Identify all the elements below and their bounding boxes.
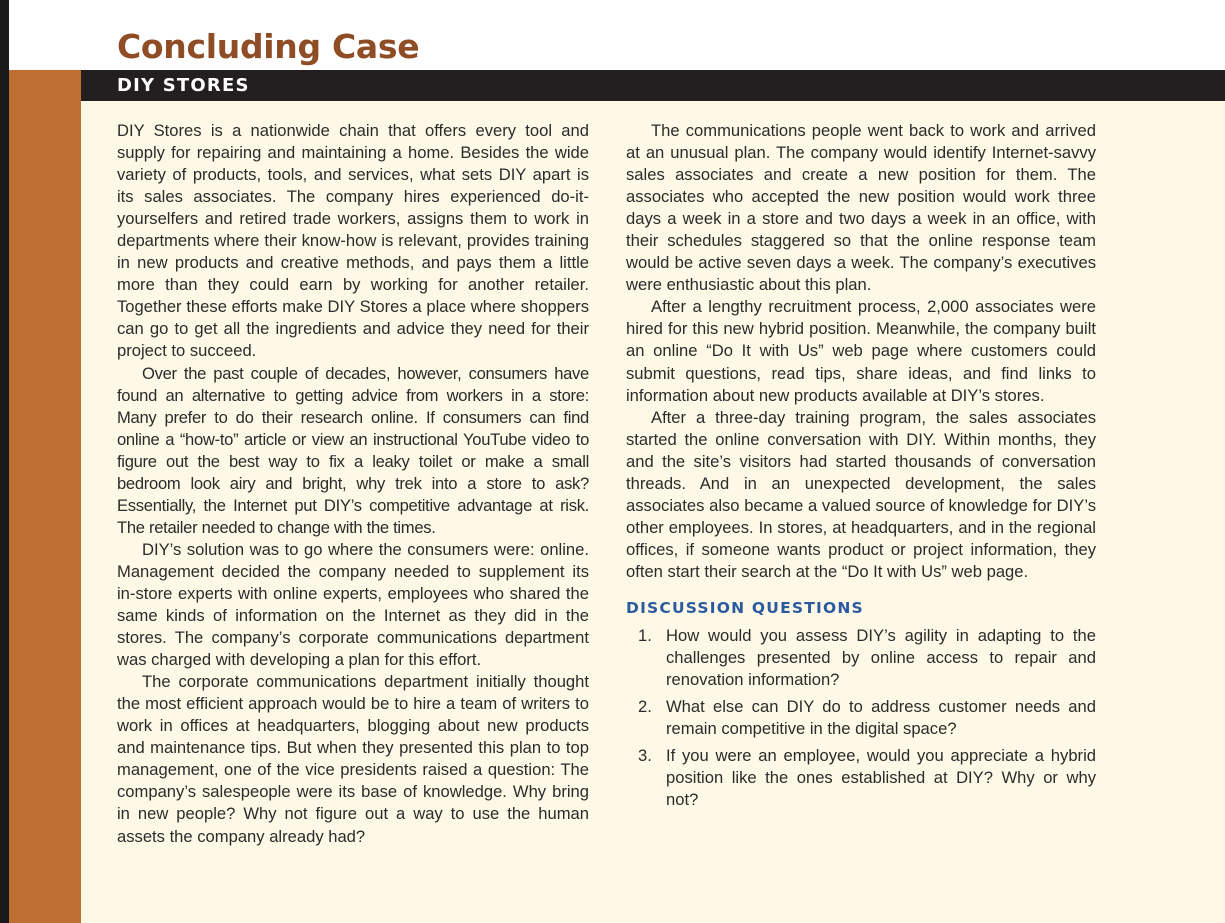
case-name: DIY STORES (117, 75, 250, 96)
question-item (626, 696, 1096, 740)
question-number: 2. (638, 697, 652, 717)
paragraph: Over the past couple of decades, however, consumers have found an alternative to getting advice from workers in a store: Many prefer to do their research online. If consumers can find online a “how-to” article or view an instructional YouTube video to figure out the best way to fix a leaky toilet or make a small bedroom look airy and bright, why trek into a store to ask? Essentially, the Internet put DIY’s competitive advantage at risk. The retailer needed to change with the times. (117, 363, 589, 537)
question-text (666, 625, 1096, 691)
paragraph: DIY’s solution was to go where the consumers were: online. Management decided the company needed to supplement its in-store experts with online experts, employees who shared the same kinds of information on the Internet as they did in the stores. The company’s corporate communications department was charged with developing a plan for this effort. (117, 539, 589, 670)
right-column (626, 120, 1096, 816)
question-item (626, 625, 1096, 691)
paragraph: After a three-day training program, the sales associates started the online conversation with DIY. Within months, they and the site’s visitors had started thousands of conversation threads. And in an unexpected development, the sales associates also became a valued source of knowledge for DIY’s other employees. In stores, at headquarters, and in the regional offices, if someone wants product or project information, they often start their search at the “Do It with Us” web page. (626, 407, 1096, 581)
question-text-content: If you were an employee, would you appreciate a hybrid position like the ones established at DIY? Why or why not? (666, 746, 1096, 810)
question-number: 3. (638, 746, 652, 766)
paragraph: After a lengthy recruitment process, 2,000 associates were hired for this new hybrid position. Meanwhile, the company built an online “Do It with Us” web page where customers could submit questions, read tips, share ideas, and find links to information about new products available at DIY’s stores. (626, 297, 1096, 405)
paragraph: The communications people went back to work and arrived at an unusual plan. The company would identify Internet-savvy sales associates and create a new position for them. The associates who accepted the new position would work three days a week in a store and two days a week in an office, with their schedules staggered so that the online response team would be active seven days a week. The company’s executives were enthusiastic about this plan. (626, 121, 1096, 295)
question-text-content: What else can DIY do to address customer needs and remain competitive in the digital space? (666, 697, 1096, 739)
question-number: 1. (638, 626, 652, 646)
question-text-content: How would you assess DIY’s agility in adapting to the challenges presented by online access to repair and renovation information? (666, 626, 1096, 690)
question-text (666, 745, 1096, 811)
side-accent-strip (9, 101, 81, 923)
question-item (626, 745, 1096, 811)
paragraph: DIY Stores is a nationwide chain that offers every tool and supply for repairing and maintaining a home. Besides the wide variety of products, tools, and services, what sets DIY apart is its sales associates. The company hires experienced do-it-yourselfers and retired trade workers, assigns them to work in departments where their know-how is relevant, provides training in new products and creative methods, and pays them a little more than they could earn by working for another retailer. Together these efforts make DIY Stores a place where shoppers can go to get all the ingredients and advice they need for their project to succeed. (117, 121, 589, 361)
question-text (666, 696, 1096, 740)
left-column (117, 120, 589, 848)
bar-accent-block (9, 70, 81, 101)
case-title-bar (9, 70, 1225, 101)
paragraph: The corporate communications department initially thought the most efficient approach would be to hire a team of writers to work in offices at headquarters, blogging about new products and maintenance tips. But when they presented this plan to top management, one of the vice presidents raised a question: The company’s salespeople were its base of knowledge. Why bring in new people? Why not figure out a way to use the human assets the company already had? (117, 672, 589, 846)
left-edge-strip (0, 0, 9, 923)
discussion-heading: DISCUSSION QUESTIONS (626, 598, 864, 617)
page-title: Concluding Case (117, 27, 420, 66)
